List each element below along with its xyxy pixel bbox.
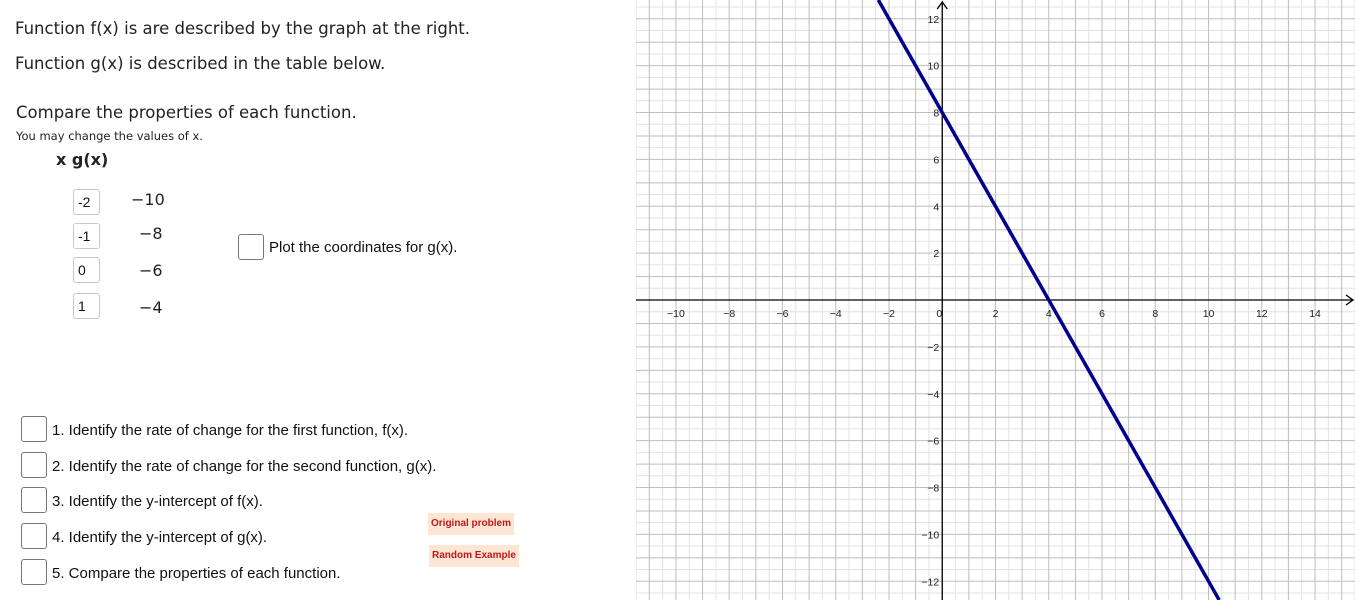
y-tick-label: 12 (927, 13, 940, 26)
y-tick-label: 6 (933, 154, 940, 167)
x-tick-label: 8 (1152, 308, 1159, 320)
x-tick-label: −4 (829, 308, 842, 320)
y-tick-label: −4 (927, 388, 940, 401)
plot-coordinates-label: Plot the coordinates for g(x). (269, 239, 458, 256)
task-5-checkbox[interactable] (21, 559, 47, 585)
table-header: x g(x) (56, 150, 109, 169)
compare-heading: Compare the properties of each function. (16, 103, 357, 122)
g-value-3: −6 (139, 261, 163, 280)
plot-coordinates-checkbox[interactable] (238, 234, 264, 260)
x-tick-label: −6 (776, 308, 789, 320)
y-tick-label: −12 (921, 576, 940, 589)
task-3-label: 3. Identify the y-intercept of f(x). (52, 493, 263, 510)
task-2-label: 2. Identify the rate of change for the second function, g(x). (52, 458, 437, 475)
y-tick-label: −8 (927, 482, 940, 495)
x-tick-labels (667, 308, 1321, 320)
x-tick-label: −2 (882, 308, 895, 320)
x-tick-label: −10 (667, 308, 685, 320)
y-tick-label: 10 (927, 60, 940, 73)
task-2-checkbox[interactable] (21, 452, 47, 478)
x-input-3[interactable] (73, 257, 100, 283)
hint-text: You may change the values of x. (16, 129, 203, 143)
intro-line-1: Function f(x) is are described by the graph at the right. (15, 19, 470, 38)
coordinate-graph[interactable] (636, 0, 1355, 600)
task-1-checkbox[interactable] (21, 416, 47, 442)
x-tick-label: 6 (1099, 308, 1105, 320)
x-input-2[interactable] (73, 223, 100, 249)
intro-line-2: Function g(x) is described in the table below. (15, 54, 386, 73)
g-value-2: −8 (139, 224, 163, 243)
x-tick-label: 4 (1045, 308, 1052, 320)
x-tick-label: 12 (1255, 308, 1268, 320)
task-4-label: 4. Identify the y-intercept of g(x). (52, 529, 268, 546)
x-tick-label: 2 (992, 308, 999, 320)
original-problem-button[interactable]: Original problem (428, 513, 514, 535)
x-tick-label: 14 (1309, 308, 1321, 320)
x-input-4[interactable] (73, 293, 100, 319)
x-tick-label: 0 (936, 308, 943, 320)
g-value-1: −10 (131, 190, 165, 209)
y-tick-label: −2 (927, 341, 940, 354)
y-tick-label: 4 (933, 201, 940, 214)
task-5-label: 5. Compare the properties of each function. (52, 565, 341, 582)
y-tick-label: −6 (927, 435, 940, 448)
task-1-label: 1. Identify the rate of change for the first function, f(x). (52, 422, 409, 439)
x-tick-label: 10 (1202, 308, 1215, 320)
y-tick-label: −10 (921, 529, 940, 542)
y-tick-label: 2 (933, 248, 940, 261)
x-tick-label: −8 (723, 308, 736, 320)
task-4-checkbox[interactable] (21, 523, 47, 549)
random-example-button[interactable]: Random Example (429, 545, 519, 567)
y-tick-label: 8 (933, 107, 940, 120)
x-input-1[interactable] (73, 189, 100, 215)
task-3-checkbox[interactable] (21, 487, 47, 513)
g-value-4: −4 (139, 298, 163, 317)
